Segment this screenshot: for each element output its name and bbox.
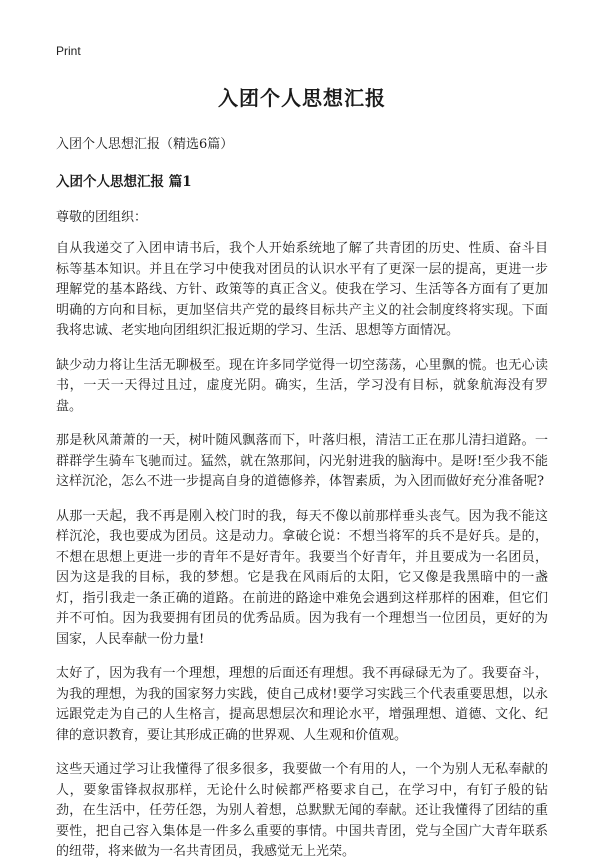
paragraph-6: 这些天通过学习让我懂得了很多很多，我要做一个有用的人，一个为别人无私奉献的人，要象雷锋叔叔那样，无论什么时候都严格要求自己，在学习中，有钉子般的钻劲，在生活中，任劳任怨，为别人着想，总默默无闻的奉献。还让我懂得了团结的重要性，把自己容入集体是一件多么重要的事情。中国共青团，党与全国广大青年联系的纽带，将来做为一名共青团员，我感觉无上光荣。 [56,762,548,859]
paragraph-1: 自从我递交了入团申请书后，我个人开始系统地了解了共青团的历史、性质、奋斗目标等基本知识。并且在学习中使我对团员的认识水平有了更深一层的提高，更进一步理解党的基本路线、方针、政策等的真正含义。使我在学习、生活等各方面有了更加明确的方向和目标，更加坚信共产党的最终目标共产主义的社会制度终将实现。下面我将忠诚、老实地向团组织汇报近期的学习、生活、思想等方面情况。 [56,241,548,338]
salutation: 尊敬的团组织： [56,210,148,225]
paragraph-3: 那是秋风萧萧的一天，树叶随风飘落而下，叶落归根，清洁工正在那儿清扫道路。一群群学生骑车飞驰而过。猛然，就在煞那间，闪光射进我的脑海中。是呀!至少我不能这样沉沦，怎么不进一步提高自身的道德修养，体智素质，为入团而做好充分准备呢? [56,433,548,489]
document-subtitle: 入团个人思想汇报（精选6篇） [56,137,234,152]
section-heading: 入团个人思想汇报 篇1 [56,174,192,190]
print-link[interactable]: Print [56,44,81,58]
paragraph-4: 从那一天起，我不再是刚入校门时的我，每天不像以前那样垂头丧气。因为我不能这样沉沦，我也要成为团员。这是动力。拿破仑说：不想当将军的兵不是好兵。是的，不想在思想上更进一步的青年不是好青年。我要当个好青年，并且要成为一名团员，因为这是我的目标，我的梦想。它是我在风雨后的太阳，它又像是我黑暗中的一盏灯，指引我走一条正确的道路。在前进的路途中难免会遇到这样那样的困难，但它们并不可怕。因为我要拥有团员的优秀品质。因为我有一个理想当一位团员，更好的为国家，人民奉献一份力量! [56,508,548,647]
paragraph-2: 缺少动力将让生活无聊极至。现在许多同学觉得一切空荡荡，心里飘的慌。也无心读书，一天一天得过且过，虚度光阴。确实，生活，学习没有目标，就象航海没有罗盘。 [56,357,548,414]
page-title: 入团个人思想汇报 [218,86,386,110]
paragraph-5: 太好了，因为我有一个理想，理想的后面还有理想。我不再碌碌无为了。我要奋斗，为我的理想，为我的国家努力实践，使自己成材!要学习实践三个代表重要思想，以永远跟党走为自己的人生格言，提高思想层次和理论水平，增强理想、道德、文化、纪律的意识教育，要让其形成正确的世界观、人生观和价值观。 [56,666,548,743]
